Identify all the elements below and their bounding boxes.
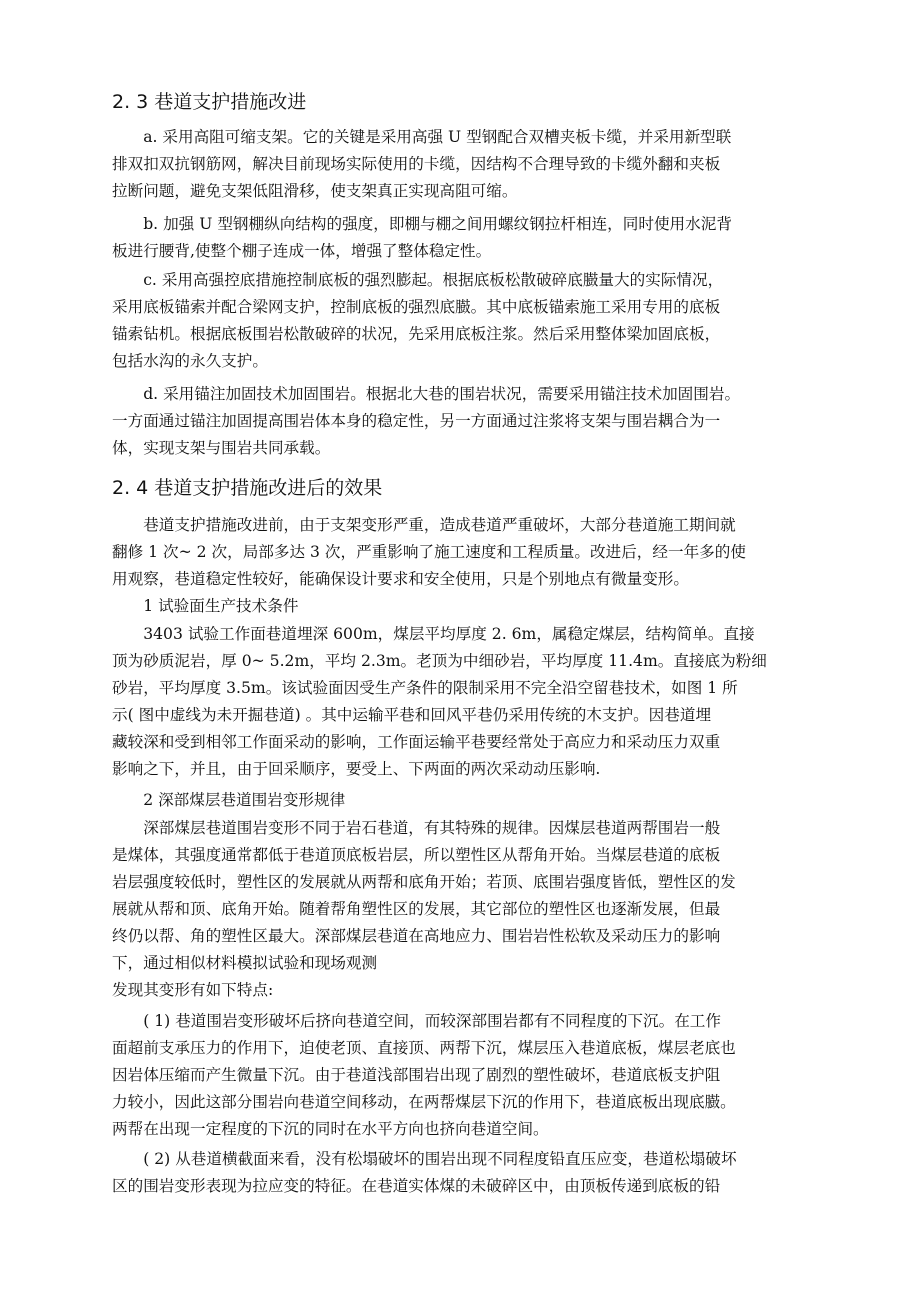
text-line: 巷道支护措施改进前，由于支架变形严重，造成巷道严重破坏，大部分巷道施工期间就 [112, 516, 736, 534]
paragraph [112, 381, 830, 462]
paragraph [112, 621, 830, 783]
text-line: ( 2) 从巷道横截面来看，没有松塌破坏的围岩出现不同程度铅直压应变，巷道松塌破坏 [112, 1150, 737, 1168]
section-heading: 2. 3 巷道支护措施改进 [112, 91, 307, 113]
section-heading: 2. 4 巷道支护措施改进后的效果 [112, 477, 383, 499]
text-line: 包括水沟的永久支护。 [112, 352, 268, 370]
text-line: 体，实现支架与围岩共同承载。 [112, 439, 331, 457]
text-line: 一方面通过锚注加固提高围岩体本身的稳定性，另一方面通过注浆将支架与围岩耦合为一 [112, 412, 721, 430]
paragraph [112, 1146, 830, 1200]
text-line: 岩层强度较低时，塑性区的发展就从两帮和底角开始；若顶、底围岩强度皆低，塑性区的发 [112, 873, 736, 891]
paragraph [112, 124, 830, 205]
text-line: 采用底板锚索并配合梁网支护，控制底板的强烈底臌。其中底板锚索施工采用专用的底板 [112, 298, 721, 316]
text-line: 力较小，因此这部分围岩向巷道空间移动，在两帮煤层下沉的作用下，巷道底板出现底臌。 [112, 1093, 736, 1111]
text-line: b. 加强 U 型钢棚纵向结构的强度，即棚与棚之间用螺纹钢拉杆相连，同时使用水泥背 [112, 215, 732, 233]
text-line: 面超前支承压力的作用下，迫使老顶、直接顶、两帮下沉，煤层压入巷道底板，煤层老底也 [112, 1039, 736, 1057]
text-line: 3403 试验工作面巷道埋深 600m，煤层平均厚度 2. 6m，属稳定煤层，结构简单。直接 [112, 625, 755, 643]
text-line: 发现其变形有如下特点: [112, 981, 274, 999]
text-line: 因岩体压缩而产生微量下沉。由于巷道浅部围岩出现了剧烈的塑性破坏，巷道底板支护阻 [112, 1066, 721, 1084]
text-line: 深部煤层巷道围岩变形不同于岩石巷道，有其特殊的规律。因煤层巷道两帮围岩一般 [112, 819, 721, 837]
text-line: 下，通过相似材料模拟试验和现场观测 [112, 954, 378, 972]
text-line: 用观察，巷道稳定性较好，能确保设计要求和安全使用，只是个别地点有微量变形。 [112, 570, 689, 588]
paragraph [112, 593, 830, 620]
text-line: 示( 图中虚线为未开掘巷道) 。其中运输平巷和回风平巷仍采用传统的木支护。因巷道埋 [112, 706, 712, 724]
paragraph [112, 512, 830, 593]
text-line: 板进行腰背,使整个棚子连成一体，增强了整体稳定性。 [112, 242, 492, 260]
text-line: 砂岩，平均厚度 3.5m。该试验面因受生产条件的限制采用不完全沿空留巷技术，如图 1 所 [112, 679, 738, 697]
text-line: 藏较深和受到相邻工作面采动的影响，工作面运输平巷要经常处于高应力和采动压力双重 [112, 733, 721, 751]
paragraph [112, 815, 830, 1004]
text-line: 2 深部煤层巷道围岩变形规律 [112, 791, 346, 809]
text-line: 顶为砂质泥岩，厚 0~ 5.2m，平均 2.3m。老顶为中细砂岩，平均厚度 11.4m。直接底为粉细 [112, 652, 767, 670]
text-line: 区的围岩变形表现为拉应变的特征。在巷道实体煤的未破碎区中，由顶板传递到底板的铅 [112, 1177, 721, 1195]
text-line: c. 采用高强控底措施控制底板的强烈膨起。根据底板松散破碎底臌量大的实际情况， [112, 271, 724, 289]
text-line: 是煤体，其强度通常都低于巷道顶底板岩层，所以塑性区从帮角开始。当煤层巷道的底板 [112, 846, 721, 864]
text-line: ( 1) 巷道围岩变形破坏后挤向巷道空间，而较深部围岩都有不同程度的下沉。在工作 [112, 1012, 721, 1030]
paragraph [112, 267, 830, 375]
text-line: 拉断问题，避免支架低阻滑移，使支架真正实现高阻可缩。 [112, 182, 518, 200]
text-line: 终仍以帮、角的塑性区最大。深部煤层巷道在高地应力、围岩岩性松软及采动压力的影响 [112, 927, 721, 945]
paragraph [112, 1008, 830, 1143]
text-line: d. 采用锚注加固技术加固围岩。根据北大巷的围岩状况，需要采用锚注技术加固围岩。 [112, 385, 741, 403]
paragraph [112, 211, 830, 265]
text-line: 1 试验面生产技术条件 [112, 597, 299, 615]
text-line: a. 采用高阻可缩支架。它的关键是采用高强 U 型钢配合双槽夹板卡缆，并采用新型联 [112, 128, 732, 146]
text-line: 两帮在出现一定程度的下沉的同时在水平方向也挤向巷道空间。 [112, 1120, 549, 1138]
text-line: 展就从帮和顶、底角开始。随着帮角塑性区的发展，其它部位的塑性区也逐渐发展，但最 [112, 900, 721, 918]
text-line: 影响之下，并且，由于回采顺序，要受上、下两面的两次采动动压影响. [112, 760, 601, 778]
text-line: 排双扣双抗钢筋网，解决目前现场实际使用的卡缆，因结构不合理导致的卡缆外翻和夹板 [112, 155, 721, 173]
paragraph [112, 787, 830, 814]
text-line: 翻修 1 次~ 2 次，局部多达 3 次，严重影响了施工速度和工程质量。改进后，经一年多的使 [112, 543, 746, 561]
text-line: 锚索钻机。根据底板围岩松散破碎的状况，先采用底板注浆。然后采用整体梁加固底板， [112, 325, 721, 343]
